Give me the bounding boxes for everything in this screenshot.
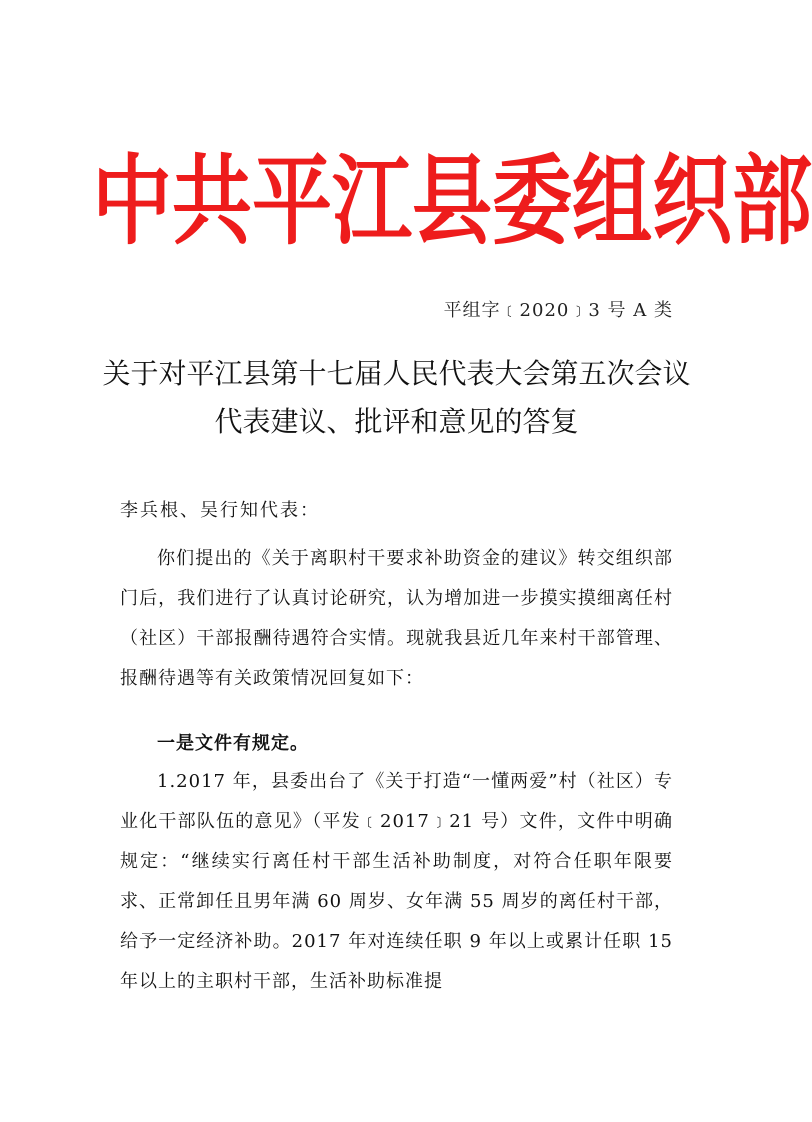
org-char: 平 (252, 144, 332, 259)
org-char: 部 (732, 144, 812, 259)
org-char: 委 (492, 144, 572, 259)
org-char: 组 (572, 144, 652, 259)
document-number: 平组字﹝2020﹞3 号 A 类 (443, 300, 673, 321)
org-header-red (92, 144, 812, 259)
org-char: 织 (652, 144, 732, 259)
section-heading: 一是文件有规定。 (157, 733, 309, 754)
paragraph-policy-1: 1.2017 年，县委出台了《关于打造“一懂两爱”村（社区）专业化干部队伍的意见》（平发﹝2017﹞21 号）文件，文件中明确规定：“继续实行离任村干部生活补助制度，对符合任职年限要求、正常卸任且男年满 60 周岁、女年满 55 周岁的离任村干部，给予一定经济补助。2017 年对连续任职 9 年以上或累计任职 15 年以上的主职村干部，生活补助标准提 (120, 771, 673, 992)
title-line-1: 关于对平江县第十七届人民代表大会第五次会议 (102, 357, 691, 390)
paragraph-intro: 你们提出的《关于离职村干要求补助资金的建议》转交组织部门后，我们进行了认真讨论研究，认为增加进一步摸实摸细离任村（社区）干部报酬待遇符合实情。现就我县近几年来村干部管理、报酬待遇等有关政策情况回复如下： (120, 548, 673, 689)
title-line-2: 代表建议、批评和意见的答复 (214, 405, 579, 438)
org-char: 中 (92, 144, 172, 259)
document-title (0, 350, 793, 446)
org-char: 县 (412, 144, 492, 259)
org-char: 共 (172, 144, 252, 259)
org-char: 江 (332, 144, 412, 259)
salutation: 李兵根、吴行知代表： (120, 500, 320, 521)
